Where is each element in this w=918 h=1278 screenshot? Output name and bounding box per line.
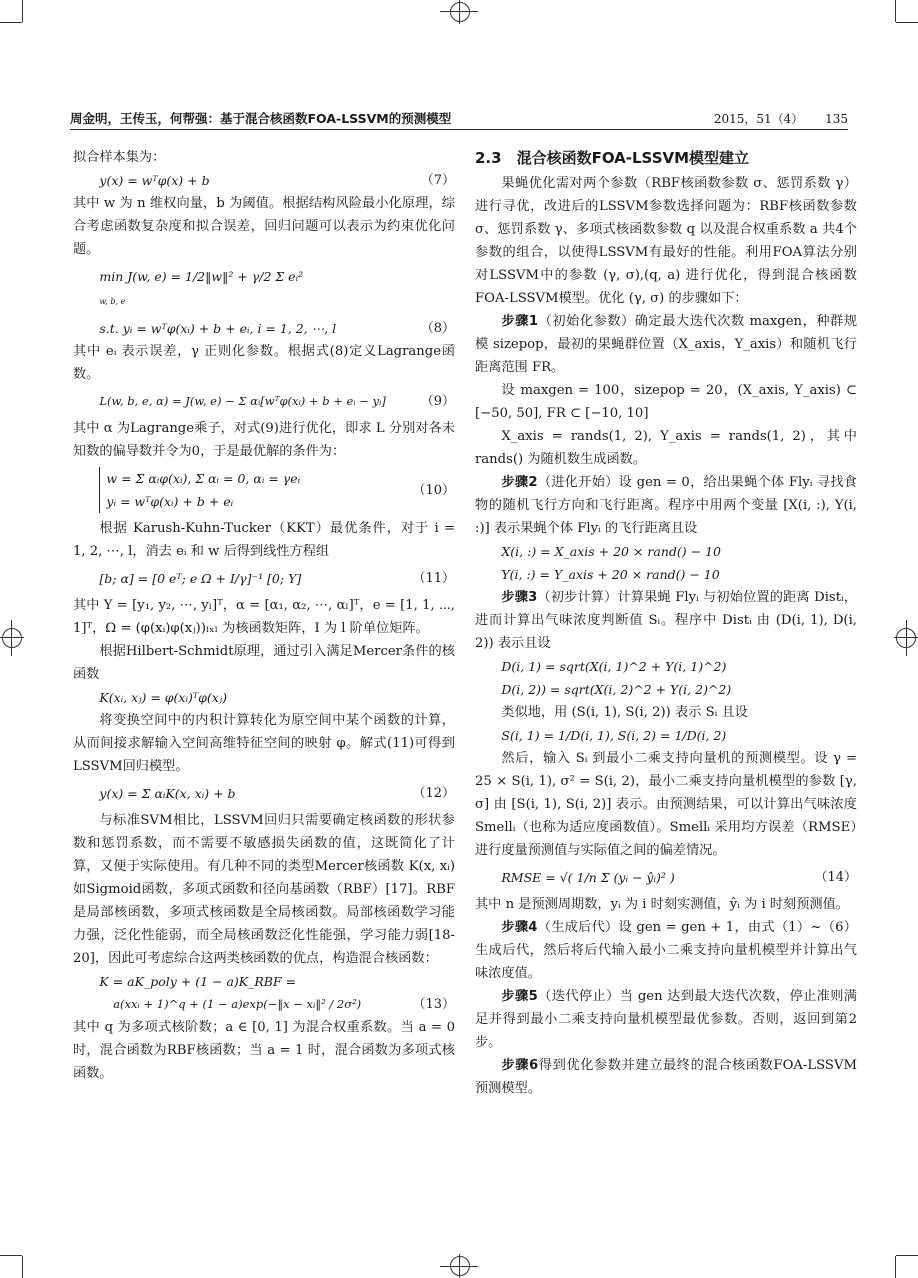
step-text: （进化开始）设 gen = 0，给出果蝇个体 Flyᵢ 寻找食物的随机飞行方向和飞行距离。程序中用两个变量 [X(i, :), Y(i, :)] 表示果蝇个体 Flyᵢ 的飞行距离且设 (475, 475, 857, 536)
left-column (73, 146, 455, 1085)
running-title: 周金明，王传玉，何帮强：基于混合核函数FOA-LSSVM的预测模型 (70, 111, 452, 126)
registration-mark (11, 620, 12, 656)
equation-number: （11） (412, 571, 455, 586)
step-label: 步骤2 (501, 475, 538, 490)
step-text: （迭代停止）当 gen 达到最大迭代次数，停止准则满足并得到最小二乘支持向量机模型最优参数。否则，返回到第2步。 (475, 989, 857, 1050)
equation-13-line1 (73, 970, 455, 993)
paragraph: 类似地，用 (S(i, 1), S(i, 2)) 表示 Sᵢ 且设 (501, 705, 748, 720)
paragraph: 其中 w 为 n 维权向量，b 为阈值。根据结构风险最小化原理，综合考虑函数复杂度和拟合误差，回归问题可以表示为约束优化问题。 (73, 196, 455, 257)
step-text: （生成后代）设 gen = gen + 1，由式（1）~（6）生成后代，然后将后代输入最小二乘支持向量机模型并计算出气味浓度值。 (475, 920, 857, 981)
equation-number: （8） (420, 321, 455, 336)
equation-expression: RMSE = √( 1/n Σ (yᵢ − ŷᵢ)² ) (501, 870, 675, 885)
equation-14 (475, 862, 857, 893)
registration-mark (2, 628, 22, 648)
crop-mark (0, 22, 22, 23)
running-header (70, 107, 848, 130)
equation-expression: K(xᵢ, xⱼ) = φ(xᵢ)ᵀφ(xⱼ) (99, 690, 227, 705)
paragraph: 根据 Karush-Kuhn-Tucker（KKT）最优条件，对于 i = 1, 2, ⋯, l，消去 eᵢ 和 w 后得到线性方程组 (73, 521, 455, 559)
equation-expression: Y(i, :) = Y_axis + 20 × rand() − 10 (501, 567, 720, 582)
issue-number: 2015，51（4） (713, 112, 804, 126)
equation-expression: S(i, 1) = 1/D(i, 1), S(i, 2) = 1/D(i, 2) (501, 728, 727, 743)
paragraph: 其中 q 为多项式核阶数；a ∈ [0, 1] 为混合权重系数。当 a = 0 时，混合函数为RBF核函数；当 a = 1 时，混合函数为多项式核函数。 (73, 1020, 455, 1081)
step-2 (475, 471, 857, 540)
step-4 (475, 916, 857, 985)
equation-y (475, 563, 857, 586)
issue-info (696, 110, 848, 127)
step-label: 步骤3 (501, 590, 538, 605)
equation-number: （9） (420, 394, 455, 409)
equation-number: （10） (412, 482, 455, 498)
step-3 (475, 586, 857, 655)
equation-system (99, 467, 300, 513)
step-text: 得到优化参数并建立最终的混合核函数FOA-LSSVM预测模型。 (475, 1058, 857, 1096)
step-6 (475, 1054, 857, 1100)
equation-11 (73, 563, 455, 594)
step-label: 步骤1 (501, 314, 539, 329)
equation-7 (73, 169, 455, 192)
equation-number: （13） (412, 997, 455, 1012)
equation-expression: D(i, 1) = sqrt(X(i, 1)^2 + Y(i, 1)^2) (501, 659, 727, 674)
step-label: 步骤4 (501, 920, 538, 935)
equation-number: （12） (412, 786, 455, 801)
paragraph: 果蝇优化需对两个参数（RBF核函数参数 σ、惩罚系数 γ）进行寻优，改进后的LSSVM参数选择问题为：RBF核函数参数 σ、惩罚系数 γ、多项式核函数参数 q 以及混合权重系数 a 共4个参数的组合，以使得LSSVM有最好的性能。利用FOA算法分别对LSSVM中的参数 (γ, σ),(q, a) 进行优化，得到混合核函数FOA-LSSVM模型。优化 (γ, σ) 的步骤如下： (475, 176, 857, 306)
equation-line: yᵢ = wᵀφ(xᵢ) + b + eᵢ (106, 494, 234, 509)
equation-8-objective (73, 261, 455, 317)
registration-mark (0, 637, 24, 638)
equation-number: （14） (814, 870, 857, 885)
equation-expression (99, 265, 303, 313)
crop-mark (22, 0, 23, 22)
step-text: （初始化参数）确定最大迭代次数 maxgen，种群规模 sizepop，最初的果蝇群位置（X_axis，Y_axis）和随机飞行距离范围 FR。 (475, 314, 858, 375)
equation-12 (73, 778, 455, 809)
equation-expression: y(x) = Σ αᵢK(x, xᵢ) + b (99, 786, 236, 801)
step-1 (475, 310, 857, 379)
section-heading: 2.3 混合核函数FOA-LSSVM模型建立 (475, 149, 750, 167)
paragraph: 其中 n 是预测周期数，yᵢ 为 i 时刻实测值，ŷᵢ 为 i 时刻预测值。 (475, 897, 849, 912)
equation-s (475, 724, 857, 747)
paragraph: 其中 α 为Lagrange乘子，对式(9)进行优化，即求 L 分别对各未知数的偏导数并令为0，于是最优解的条件为： (73, 421, 455, 459)
equation-expression: D(i, 2)) = sqrt(X(i, 2)^2 + Y(i, 2)^2) (501, 682, 732, 697)
equation-line: w = Σ αᵢφ(xᵢ), Σ αᵢ = 0, αᵢ = γeᵢ (106, 471, 301, 486)
step-text: （初步计算）计算果蝇 Flyᵢ 与初始位置的距离 Distᵢ，进而计算出气味浓度判断值 Sᵢ。程序中 Distᵢ 由 (D(i, 1), D(i, 2)) 表示且设 (475, 590, 857, 651)
crop-mark (0, 1255, 22, 1256)
crop-mark (22, 1256, 23, 1278)
step-label: 步骤5 (501, 989, 538, 1004)
equation-9 (73, 386, 455, 417)
registration-mark (459, 1254, 460, 1278)
crop-mark (895, 0, 896, 22)
equation-kernel (73, 686, 455, 709)
step-5 (475, 985, 857, 1054)
equation-expression: a(xxᵢ + 1)^q + (1 − a)exp(−‖x − xᵢ‖² / 2σ²) (113, 997, 362, 1011)
paragraph: 根据Hilbert-Schmidt原理，通过引入满足Mercer条件的核函数 (73, 644, 455, 682)
equation-expression: L(w, b, e, α) = J(w, e) − Σ αᵢ[wᵀφ(xᵢ) + b + eᵢ − yᵢ] (99, 394, 386, 408)
equation-expression: s.t. yᵢ = wᵀφ(xᵢ) + b + eᵢ, i = 1, 2, ⋯, l (99, 321, 337, 336)
equation-expression: X(i, :) = X_axis + 20 × rand() − 10 (501, 544, 721, 559)
equation-expression: y(x) = wᵀφ(x) + b (99, 173, 210, 188)
registration-mark (459, 0, 460, 24)
equation-expression: K = aK_poly + (1 − a)K_RBF = (99, 974, 297, 989)
paragraph: 其中 eᵢ 表示误差，γ 正则化参数。根据式(8)定义Lagrange函数。 (73, 344, 455, 382)
page-number: 135 (825, 112, 848, 126)
step-label: 步骤6 (501, 1058, 539, 1073)
equation-d2 (475, 678, 857, 701)
paragraph: 拟合样本集为： (73, 150, 166, 165)
paragraph: X_axis = rands(1, 2), Y_axis = rands(1, 2)，其中 rands() 为随机数生成函数。 (475, 429, 857, 467)
paragraph: 其中 Y = [y₁, y₂, ⋯, yₗ]ᵀ，α = [α₁, α₂, ⋯, αₗ]ᵀ，e = [1, 1, ⋯, 1]ᵀ，Ω = (φ(xᵢ)φ(xⱼ))ₗₓₗ 为核函数矩阵，I 为 l 阶单位矩阵。 (73, 598, 455, 636)
registration-mark (906, 620, 907, 656)
paragraph: 设 maxgen = 100，sizepop = 20，(X_axis, Y_axis) ⊂ [−50, 50], FR ⊂ [−10, 10] (475, 383, 857, 421)
equation-text: min J(w, e) = 1/2‖w‖² + γ/2 Σ eᵢ² (99, 269, 304, 284)
registration-mark (450, 2, 470, 22)
paragraph: 然后，输入 Sᵢ 到最小二乘支持向量机的预测模型。设 γ = 25 × S(i, 1), σ² = S(i, 2)，最小二乘支持向量机模型的参数 [γ, σ] 由 [S(i, 1), S(i, 2)] 表示。由预测结果，可以计算出气味浓度 Smellᵢ（也称为适应度函数值）。Smellᵢ 采用均方误差（RMSE）进行度量预测值与实际值之间的偏差情况。 (475, 751, 857, 858)
equation-x (475, 540, 857, 563)
crop-mark (896, 1255, 918, 1256)
paragraph: 与标准SVM相比，LSSVM回归只需要确定核函数的形状参数和惩罚系数，而不需要不敏感损失函数的值，这既简化了计算，又便于实际使用。有几种不同的类型Mercer核函数 K(x, xᵢ) 如Sigmoid函数，多项式函数和径向基函数（RBF）[17]。RBF是局部核函数，多项式核函数是全局核函数。局部核函数学习能力强，泛化性能弱，而全局核函数泛化性能强，学习能力弱[18-20]，因此可考虑综合这两类核函数的优点，构造混合核函数： (73, 813, 455, 966)
crop-mark (896, 22, 918, 23)
equation-13-line2 (73, 993, 455, 1016)
equation-number: （7） (420, 173, 455, 188)
paragraph: 将变换空间中的内积计算转化为原空间中某个函数的计算，从而间接求解输入空间高维特征空间的映射 φ。解式(11)可得到LSSVM回归模型。 (73, 713, 455, 774)
equation-8-constraint (73, 317, 455, 340)
equation-10 (73, 463, 455, 517)
equation-expression: [b; α] = [0 eᵀ; e Ω + I/γ]⁻¹ [0; Y] (99, 571, 302, 586)
crop-mark (895, 1256, 896, 1278)
equation-subscript: w, b, e (99, 297, 126, 306)
equation-d1 (475, 655, 857, 678)
right-column (475, 146, 857, 1100)
